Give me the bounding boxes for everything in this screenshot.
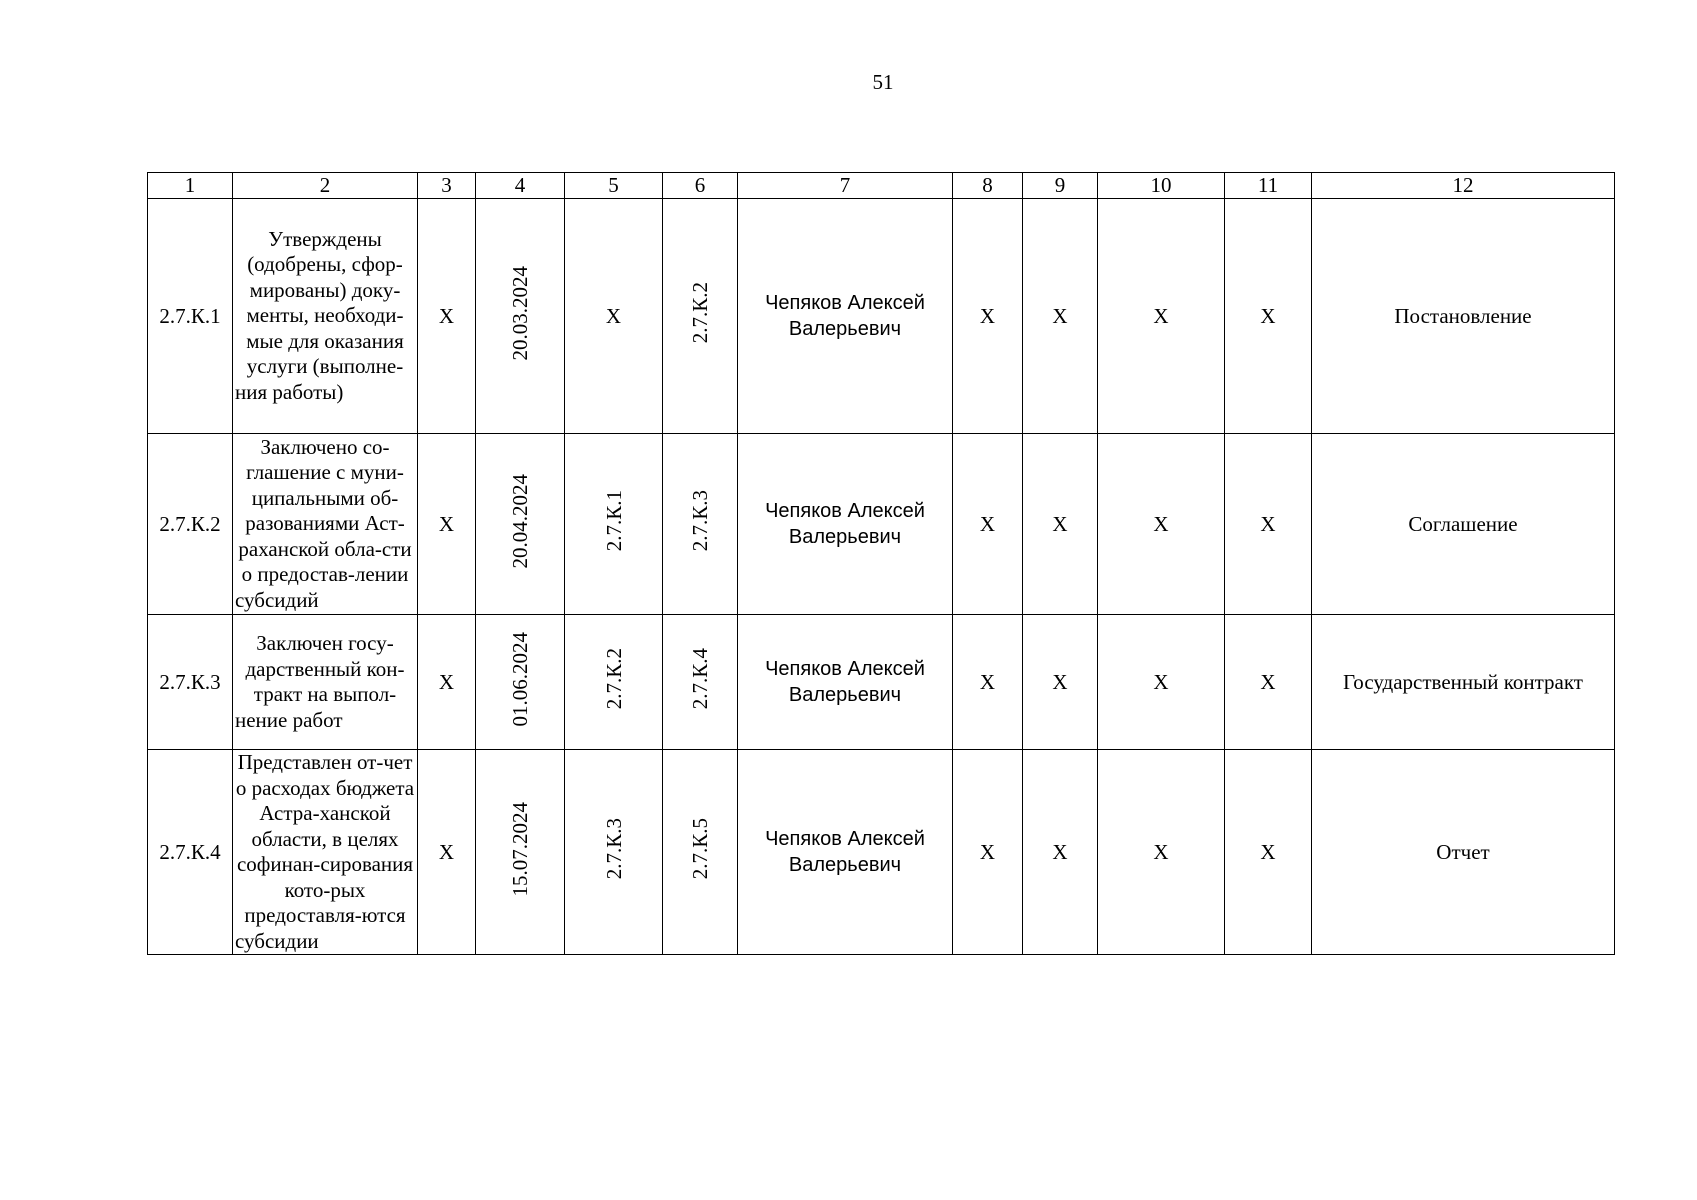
row-responsible [738,615,953,750]
cell-x: X [1225,199,1312,434]
predecessor-text: 2.7.К.2 [601,648,626,710]
row-date [476,199,565,434]
cell-x: X [1098,615,1225,750]
row-predecessor [565,434,663,615]
cell-x: X [1098,199,1225,434]
responsible-line-2: Валерьевич [788,526,902,548]
column-header: 5 [565,173,663,199]
row-document: Государственный контракт [1312,615,1615,750]
cell-x: X [1225,750,1312,955]
cell-x: X [1023,434,1098,615]
cell-x: X [1023,750,1098,955]
successor-text: 2.7.К.5 [688,818,712,880]
row-date [476,434,565,615]
row-predecessor [565,750,663,955]
row-successor [663,615,738,750]
row-responsible [738,434,953,615]
successor-text: 2.7.К.3 [688,490,712,552]
column-header: 8 [953,173,1023,199]
responsible-line-1: Чепяков Алексей [765,828,925,850]
column-header: 6 [663,173,738,199]
cell-x: X [953,615,1023,750]
table-row [148,615,1615,750]
responsible-line-2: Валерьевич [788,854,902,876]
row-code: 2.7.К.1 [148,199,233,434]
control-points-table [147,172,1615,955]
cell-x: X [953,199,1023,434]
cell-x: X [1098,434,1225,615]
row-code: 2.7.К.4 [148,750,233,955]
row-name: Представлен от-чет о расходах бюджета Астра-ханской области, в целях софинан-сирования кото-рых предоставля-ются субсидии [233,750,418,955]
cell-x: X [1225,434,1312,615]
column-header: 3 [418,173,476,199]
row-code: 2.7.К.2 [148,434,233,615]
cell-x: X [418,199,476,434]
cell-x: X [1225,615,1312,750]
row-name: Заключен госу-дарственный кон-тракт на выпол-нение работ [233,615,418,750]
cell-x: X [1023,199,1098,434]
column-header: 7 [738,173,953,199]
column-header: 4 [476,173,565,199]
column-header: 10 [1098,173,1225,199]
row-predecessor: X [565,199,663,434]
table-row [148,750,1615,955]
responsible-line-1: Чепяков Алексей [765,292,925,314]
cell-x: X [418,434,476,615]
column-header: 9 [1023,173,1098,199]
predecessor-text: 2.7.К.3 [601,818,626,880]
row-code: 2.7.К.3 [148,615,233,750]
row-name: Заключено со-глашение с муни-ципальными об-разованиями Аст-раханской обла-сти о предостав-лении субсидий [233,434,418,615]
successor-text: 2.7.К.4 [688,648,712,710]
cell-x: X [418,750,476,955]
table-row [148,199,1615,434]
column-header: 1 [148,173,233,199]
date-text: 15.07.2024 [508,801,532,897]
row-name: Утверждены (одобрены, сфор-мированы) доку-менты, необходи-мые для оказания услуги (выполне-ния работы) [233,199,418,434]
cell-x: X [418,615,476,750]
cell-x: X [1098,750,1225,955]
row-responsible [738,750,953,955]
responsible-line-1: Чепяков Алексей [765,658,925,680]
date-text: 20.03.2024 [508,265,532,361]
column-header: 11 [1225,173,1312,199]
row-predecessor [565,615,663,750]
responsible-line-2: Валерьевич [788,318,902,340]
page-number: 51 [872,70,894,94]
row-document: Отчет [1312,750,1615,955]
row-successor [663,434,738,615]
row-date [476,750,565,955]
row-document: Соглашение [1312,434,1615,615]
row-document: Постановление [1312,199,1615,434]
predecessor-text: 2.7.К.1 [601,490,626,552]
responsible-line-1: Чепяков Алексей [765,500,925,522]
column-header: 2 [233,173,418,199]
cell-x: X [953,750,1023,955]
cell-x: X [1023,615,1098,750]
column-header: 12 [1312,173,1615,199]
date-text: 01.06.2024 [508,631,532,727]
successor-text: 2.7.К.2 [688,282,712,344]
row-date [476,615,565,750]
row-responsible [738,199,953,434]
date-text: 20.04.2024 [508,473,532,569]
responsible-line-2: Валерьевич [788,684,902,706]
row-successor [663,750,738,955]
cell-x: X [953,434,1023,615]
header-row [148,173,1615,199]
table-row [148,434,1615,615]
row-successor [663,199,738,434]
